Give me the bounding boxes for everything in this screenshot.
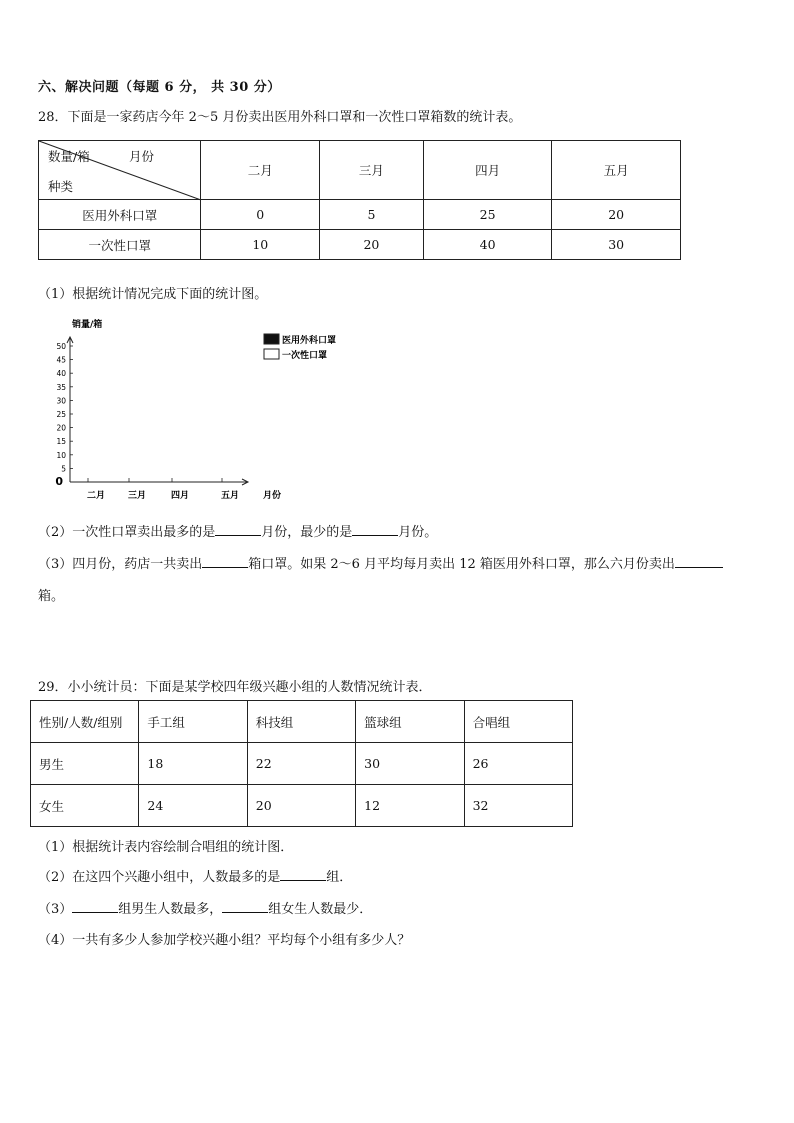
table-cell: 0 — [201, 200, 320, 230]
table-cell: 10 — [201, 230, 320, 260]
x-tick-label: 二月 — [86, 491, 106, 501]
header-cell: 合唱组 — [464, 701, 572, 743]
x-axis-label: 月份 — [262, 491, 282, 501]
table-cell: 男生 — [31, 743, 139, 785]
table-cell: 22 — [247, 743, 355, 785]
table-row — [39, 230, 681, 260]
q29-sub2 — [38, 866, 352, 885]
q28-sub1: （1）根据统计情况完成下面的统计图。 — [38, 287, 268, 302]
table-header-row — [31, 701, 573, 743]
table-row — [39, 200, 681, 230]
y-tick-label: 15 — [56, 437, 66, 447]
table-cell: 40 — [423, 230, 552, 260]
q28-sub2-text-a: （2）一次性口罩卖出最多的是 — [38, 525, 216, 540]
x-tick-label: 四月 — [170, 491, 190, 501]
month-header: 四月 — [423, 141, 552, 200]
corner-month-label: 月份 — [129, 149, 155, 164]
y-tick-label: 25 — [56, 410, 66, 419]
answer-blank[interactable] — [280, 866, 326, 881]
header-cell: 科技组 — [247, 701, 355, 743]
corner-quantity-label: 数量/箱 — [48, 149, 90, 164]
table-cell: 12 — [356, 785, 464, 827]
answer-blank[interactable] — [215, 521, 261, 536]
table-cell: 20 — [320, 230, 424, 260]
q29-sub1: （1）根据统计表内容绘制合唱组的统计图． — [38, 840, 294, 855]
legend-label: 医用外科口罩 — [282, 336, 337, 346]
q29-sub2-text-b: 组． — [326, 870, 353, 885]
section-title: 六、解决问题（每题 6 分， 共 30 分） — [38, 80, 281, 95]
table-cell: 30 — [552, 230, 681, 260]
table-cell: 20 — [552, 200, 681, 230]
q29-stem: 29．小小统计员：下面是某学校四年级兴趣小组的人数情况统计表． — [38, 680, 432, 695]
q29-sub2-text-a: （2）在这四个兴趣小组中，人数最多的是 — [38, 870, 281, 885]
row-label: 一次性口罩 — [39, 230, 201, 260]
q28-sub3-text-a: （3）四月份，药店一共卖出 — [38, 557, 203, 572]
table-row — [31, 743, 573, 785]
legend-swatch — [264, 349, 279, 359]
answer-blank[interactable] — [72, 898, 118, 913]
q28-sub3-text-b: 箱口罩。如果 2～6 月平均每月卖出 12 箱医用外科口罩，那么六月份卖出 — [248, 557, 675, 572]
q28-sub2-text-c: 月份。 — [398, 525, 438, 540]
y-tick-label: 45 — [56, 355, 66, 365]
answer-blank[interactable] — [202, 553, 248, 568]
q29-sub3-text-a: （3） — [38, 902, 73, 917]
q29-sub4: （4）一共有多少人参加学校兴趣小组？平均每个小组有多少人？ — [38, 933, 411, 948]
q28-table-corner — [39, 141, 201, 200]
y-tick-label: 35 — [56, 382, 66, 392]
q28-sub3 — [38, 553, 723, 572]
y-tick-label: 20 — [56, 423, 66, 433]
table-cell: 26 — [464, 743, 572, 785]
q28-sub2 — [38, 521, 437, 540]
legend-swatch — [264, 334, 279, 344]
table-cell: 24 — [139, 785, 247, 827]
month-header: 二月 — [201, 141, 320, 200]
table-cell: 女生 — [31, 785, 139, 827]
header-cell: 性别/人数/组别 — [31, 701, 139, 743]
header-cell: 手工组 — [139, 701, 247, 743]
bar-chart — [50, 305, 337, 505]
q29-table — [30, 700, 573, 827]
month-header: 三月 — [320, 141, 424, 200]
table-cell: 25 — [423, 200, 552, 230]
corner-type-label: 种类 — [48, 179, 74, 194]
q28-table — [38, 140, 681, 260]
table-cell: 20 — [247, 785, 355, 827]
x-tick-label: 五月 — [220, 491, 240, 501]
y-axis-label: 销量/箱 — [72, 320, 103, 330]
table-cell: 30 — [356, 743, 464, 785]
row-label: 医用外科口罩 — [39, 200, 201, 230]
table-cell: 5 — [320, 200, 424, 230]
month-header: 五月 — [552, 141, 681, 200]
q29-sub3-text-c: 组女生人数最少． — [268, 902, 373, 917]
y-tick-label: 50 — [56, 342, 66, 351]
q29-sub3 — [38, 898, 372, 917]
table-row — [31, 785, 573, 827]
y-tick-label: 30 — [56, 396, 66, 406]
q28-sub3-end: 箱。 — [38, 589, 65, 604]
y-tick-label: 40 — [56, 369, 66, 379]
y-tick-label: 0 — [55, 475, 63, 488]
y-tick-label: 10 — [56, 450, 66, 460]
q28-stem: 28．下面是一家药店今年 2～5 月份卖出医用外科口罩和一次性口罩箱数的统计表。 — [38, 110, 522, 125]
legend-label: 一次性口罩 — [282, 351, 328, 361]
answer-blank[interactable] — [352, 521, 398, 536]
header-cell: 篮球组 — [356, 701, 464, 743]
table-cell: 18 — [139, 743, 247, 785]
answer-blank[interactable] — [675, 553, 723, 568]
y-tick-label: 5 — [61, 464, 66, 474]
q29-sub3-text-b: 组男生人数最多， — [118, 902, 223, 917]
x-tick-label: 三月 — [127, 491, 147, 501]
table-cell: 32 — [464, 785, 572, 827]
answer-blank[interactable] — [222, 898, 268, 913]
q28-sub2-text-b: 月份，最少的是 — [261, 525, 353, 540]
